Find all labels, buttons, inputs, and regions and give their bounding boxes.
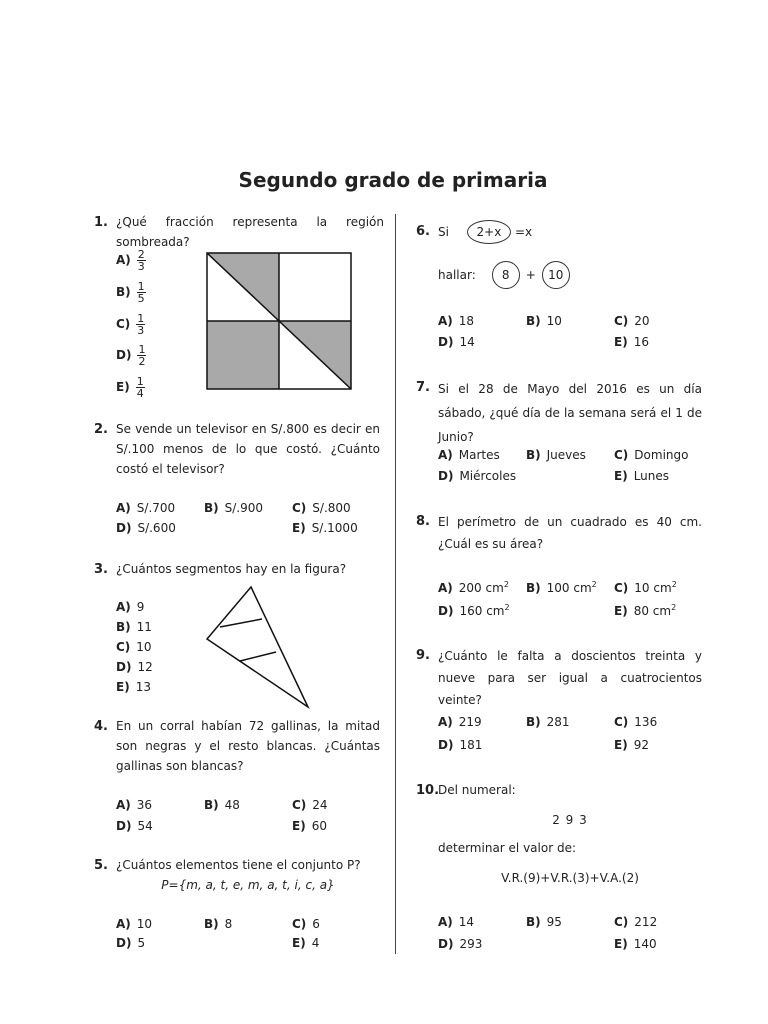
option-value: Martes xyxy=(458,448,500,462)
option-value: 12 xyxy=(137,660,153,674)
option-value: 140 xyxy=(633,937,657,951)
q6-plus: + xyxy=(525,268,536,282)
option-letter: C) xyxy=(116,317,131,331)
option-letter: C) xyxy=(116,640,131,654)
q6-si-label: Si xyxy=(438,225,449,239)
option-value: 60 xyxy=(311,819,327,833)
q6-option-e[interactable] xyxy=(614,335,649,349)
unit: cm xyxy=(653,581,672,595)
option-letter: E) xyxy=(116,380,130,394)
q7-option-c[interactable] xyxy=(614,448,688,462)
q8-option-d[interactable] xyxy=(438,603,510,618)
option-value: Domingo xyxy=(634,448,689,462)
option-letter: C) xyxy=(292,917,307,931)
q6-option-a[interactable] xyxy=(438,314,474,328)
option-value: S/.1000 xyxy=(311,521,358,535)
denominator: 5 xyxy=(137,292,145,305)
fraction xyxy=(137,249,146,272)
option-letter: A) xyxy=(116,600,131,614)
unit: cm xyxy=(573,581,592,595)
q1-option-e[interactable] xyxy=(116,376,145,399)
option-value: 219 xyxy=(458,715,482,729)
option-letter: D) xyxy=(116,521,132,535)
q10-option-b[interactable] xyxy=(526,915,562,929)
option-letter: D) xyxy=(438,469,454,483)
exponent: 2 xyxy=(671,580,677,589)
option-letter: C) xyxy=(614,448,629,462)
q4-option-d[interactable] xyxy=(116,819,153,833)
option-value: 16 xyxy=(633,335,649,349)
inner-segment-1 xyxy=(220,619,262,627)
option-value: 10 xyxy=(136,640,152,654)
unit: cm xyxy=(486,604,505,618)
q7-option-e[interactable] xyxy=(614,469,669,483)
q8-option-a[interactable] xyxy=(438,580,509,595)
q2-option-a[interactable] xyxy=(116,501,175,515)
option-value: 160 xyxy=(459,604,483,618)
option-value: 10 xyxy=(634,581,650,595)
option-value: S/.700 xyxy=(136,501,176,515)
option-value: 5 xyxy=(137,936,146,950)
option-letter: E) xyxy=(292,936,306,950)
q6-circle-b: 10 xyxy=(542,261,570,289)
numerator: 2 xyxy=(137,248,145,261)
triangle-outline xyxy=(207,587,308,707)
option-value: 293 xyxy=(459,937,483,951)
option-value: Miércoles xyxy=(459,469,517,483)
exponent: 2 xyxy=(671,603,677,612)
q5-option-e[interactable] xyxy=(292,936,319,950)
question-10-text: Del numeral: xyxy=(438,783,516,797)
option-letter: E) xyxy=(292,521,306,535)
q5-option-d[interactable] xyxy=(116,936,145,950)
option-value: 14 xyxy=(459,335,475,349)
fraction xyxy=(137,344,146,367)
q9-option-b[interactable] xyxy=(526,715,570,729)
question-5-number: 5. xyxy=(94,858,108,873)
option-value: 10 xyxy=(136,917,153,931)
option-value: 8 xyxy=(224,917,233,931)
q8-option-b[interactable] xyxy=(526,580,597,595)
option-letter: D) xyxy=(438,937,454,951)
option-letter: D) xyxy=(438,335,454,349)
q8-option-c[interactable] xyxy=(614,580,677,595)
q3-option-e[interactable] xyxy=(116,680,151,694)
denominator: 4 xyxy=(136,387,144,400)
numerator: 1 xyxy=(137,280,145,293)
question-8-number: 8. xyxy=(416,514,430,529)
option-letter: E) xyxy=(292,819,306,833)
option-letter: D) xyxy=(116,936,132,950)
option-value: 6 xyxy=(312,917,320,931)
question-1-text: ¿Qué fracción representa la región sombreada? xyxy=(116,215,384,249)
q5-option-c[interactable] xyxy=(292,917,320,931)
option-letter: B) xyxy=(526,448,541,462)
question-10-number: 10. xyxy=(416,783,440,798)
q6-option-c[interactable] xyxy=(614,314,650,328)
question-10-numeral: 2 9 3 xyxy=(552,813,588,827)
question-7-number: 7. xyxy=(416,380,430,395)
q10-option-c[interactable] xyxy=(614,915,657,929)
option-letter: C) xyxy=(614,314,629,328)
option-value: 95 xyxy=(546,915,562,929)
option-letter: D) xyxy=(116,819,132,833)
option-letter: B) xyxy=(526,715,541,729)
question-10-expression: V.R.(9)+V.R.(3)+V.A.(2) xyxy=(501,871,639,885)
question-10-instruction: determinar el valor de: xyxy=(438,841,576,855)
option-letter: C) xyxy=(292,798,307,812)
option-letter: B) xyxy=(526,314,541,328)
question-2-number: 2. xyxy=(94,422,108,437)
numerator: 1 xyxy=(137,312,145,325)
q6-option-d[interactable] xyxy=(438,335,475,349)
option-letter: B) xyxy=(204,798,219,812)
option-letter: E) xyxy=(614,604,628,618)
option-letter: D) xyxy=(116,660,132,674)
q9-option-d[interactable] xyxy=(438,738,482,752)
q9-option-c[interactable] xyxy=(614,715,657,729)
q1-option-b[interactable] xyxy=(116,281,146,304)
denominator: 2 xyxy=(138,355,146,368)
option-value: S/.600 xyxy=(137,521,176,535)
option-letter: A) xyxy=(438,581,453,595)
option-letter: A) xyxy=(116,798,131,812)
q6-option-b[interactable] xyxy=(526,314,562,328)
option-value: Lunes xyxy=(633,469,670,483)
numerator: 1 xyxy=(136,375,144,388)
option-letter: E) xyxy=(614,937,628,951)
q6-circle-expression: 2+x xyxy=(467,220,511,244)
question-4-number: 4. xyxy=(94,719,108,734)
question-5-set: P={m, a, t, e, m, a, t, i, c, a} xyxy=(161,878,335,892)
question-9-text: ¿Cuánto le falta a doscientos treinta y nueve para ser igual a cuatrocientos veinte? xyxy=(438,649,702,707)
column-divider xyxy=(395,214,396,954)
q8-option-e[interactable] xyxy=(614,603,676,618)
option-letter: A) xyxy=(116,917,131,931)
option-letter: B) xyxy=(116,285,131,299)
option-letter: D) xyxy=(116,348,132,362)
unit: cm xyxy=(652,604,672,618)
option-letter: E) xyxy=(116,680,130,694)
option-letter: B) xyxy=(526,581,541,595)
option-value: 212 xyxy=(634,915,658,929)
inner-segment-2 xyxy=(240,652,276,661)
option-letter: C) xyxy=(614,915,629,929)
q10-option-d[interactable] xyxy=(438,937,482,951)
q4-option-e[interactable] xyxy=(292,819,327,833)
shaded-square-figure xyxy=(204,250,356,392)
option-value: 181 xyxy=(459,738,483,752)
q1-option-a[interactable] xyxy=(116,249,146,272)
q3-option-b[interactable] xyxy=(116,620,152,634)
option-letter: E) xyxy=(614,335,628,349)
q5-option-a[interactable] xyxy=(116,917,152,931)
question-6-find xyxy=(438,262,570,288)
option-letter: C) xyxy=(292,501,307,515)
q5-option-b[interactable] xyxy=(204,917,232,931)
option-value: 100 xyxy=(546,581,570,595)
option-value: 136 xyxy=(634,715,658,729)
question-3-number: 3. xyxy=(94,562,108,577)
option-value: 200 xyxy=(458,581,482,595)
option-letter: B) xyxy=(204,917,219,931)
q2-option-d[interactable] xyxy=(116,521,176,535)
option-value: 14 xyxy=(458,915,475,929)
option-value: 4 xyxy=(311,936,320,950)
option-letter: A) xyxy=(438,915,453,929)
q4-option-a[interactable] xyxy=(116,798,152,812)
option-value: 10 xyxy=(546,314,562,328)
option-value: 20 xyxy=(634,314,650,328)
unit: cm xyxy=(485,581,504,595)
q3-option-a[interactable] xyxy=(116,600,144,614)
q9-option-e[interactable] xyxy=(614,738,649,752)
option-letter: E) xyxy=(614,469,628,483)
option-letter: B) xyxy=(116,620,131,634)
triangle-segments-figure xyxy=(200,582,316,712)
fraction xyxy=(136,376,145,399)
option-letter: A) xyxy=(438,448,453,462)
exponent: 2 xyxy=(591,580,597,589)
question-4-text: En un corral habían 72 gallinas, la mitad son negras y el resto blancas. ¿Cuántas gallinas son blancas? xyxy=(116,719,380,773)
option-letter: A) xyxy=(116,501,131,515)
question-1-number: 1. xyxy=(94,215,108,230)
question-7-text: Si el 28 de Mayo del 2016 es un día sábado, ¿qué día de la semana será el 1 de Junio? xyxy=(438,382,702,444)
fraction xyxy=(136,313,145,336)
option-value: 9 xyxy=(136,600,145,614)
option-letter: A) xyxy=(438,715,453,729)
question-3-text: ¿Cuántos segmentos hay en la figura? xyxy=(116,562,347,576)
option-value: 24 xyxy=(312,798,328,812)
option-letter: C) xyxy=(614,715,629,729)
q6-equals: =x xyxy=(514,225,533,239)
option-letter: B) xyxy=(204,501,219,515)
q3-option-d[interactable] xyxy=(116,660,153,674)
numerator: 1 xyxy=(138,343,146,356)
option-value: 80 xyxy=(633,604,649,618)
option-value: S/.800 xyxy=(312,501,351,515)
question-2-text: Se vende un televisor en S/.800 es decir en S/.100 menos de lo que costó. ¿Cuánto costó el televisor? xyxy=(116,422,380,476)
question-5-text: ¿Cuántos elementos tiene el conjunto P? xyxy=(116,858,361,872)
q7-option-a[interactable] xyxy=(438,448,500,462)
option-letter: C) xyxy=(614,581,629,595)
denominator: 3 xyxy=(137,260,145,273)
q7-option-d[interactable] xyxy=(438,469,516,483)
option-value: 11 xyxy=(136,620,152,634)
q2-option-b[interactable] xyxy=(204,501,263,515)
question-9-number: 9. xyxy=(416,648,430,663)
option-letter: B) xyxy=(526,915,541,929)
q1-option-c[interactable] xyxy=(116,313,145,336)
q3-option-c[interactable] xyxy=(116,640,152,654)
q9-option-a[interactable] xyxy=(438,715,482,729)
question-6-number: 6. xyxy=(416,224,430,239)
option-letter: A) xyxy=(116,253,131,267)
option-value: 13 xyxy=(135,680,151,694)
q2-option-c[interactable] xyxy=(292,501,351,515)
q6-circle-a: 8 xyxy=(492,261,520,289)
q1-option-d[interactable] xyxy=(116,344,146,367)
option-value: 92 xyxy=(633,738,649,752)
shaded-region-bottom-left xyxy=(207,321,279,389)
option-letter: E) xyxy=(614,738,628,752)
option-value: Jueves xyxy=(546,448,586,462)
q2-option-e[interactable] xyxy=(292,521,358,535)
q10-option-a[interactable] xyxy=(438,915,474,929)
option-letter: D) xyxy=(438,738,454,752)
exponent: 2 xyxy=(504,603,510,612)
option-value: 36 xyxy=(136,798,153,812)
q6-hallar-label: hallar: xyxy=(438,268,476,282)
q7-option-b[interactable] xyxy=(526,448,586,462)
q4-option-c[interactable] xyxy=(292,798,328,812)
option-value: 281 xyxy=(546,715,570,729)
denominator: 3 xyxy=(137,324,145,337)
question-8-text: El perímetro de un cuadrado es 40 cm. ¿Cuál es su área? xyxy=(438,515,702,551)
option-letter: D) xyxy=(438,604,454,618)
exponent: 2 xyxy=(503,580,509,589)
option-value: 48 xyxy=(224,798,240,812)
q10-option-e[interactable] xyxy=(614,937,657,951)
option-value: 18 xyxy=(458,314,475,328)
option-letter: A) xyxy=(438,314,453,328)
q4-option-b[interactable] xyxy=(204,798,240,812)
option-value: 54 xyxy=(137,819,153,833)
option-value: S/.900 xyxy=(224,501,264,515)
page-title: Segundo grado de primaria xyxy=(238,168,548,192)
question-6-statement xyxy=(438,220,532,244)
fraction xyxy=(137,281,146,304)
